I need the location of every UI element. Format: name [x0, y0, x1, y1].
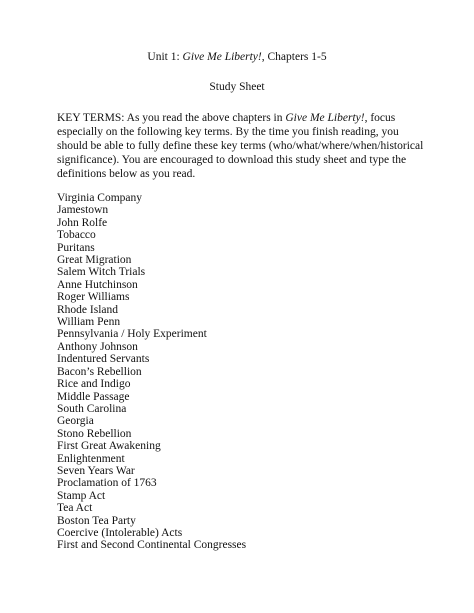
intro-part-2: , focus especially on the following key terms. By the time you finish reading, you should be able to fully define these key terms (who/what/where/when/historical significance). You are encouraged to download this study sheet and type the definitions below as you read.: [57, 112, 424, 180]
key-term: Anne Hutchinson: [57, 278, 138, 291]
title-prefix: Unit 1:: [147, 51, 183, 63]
intro-book-title: Give Me Liberty!: [285, 112, 365, 124]
key-term: Middle Passage: [57, 390, 130, 403]
key-term: Tobacco: [57, 229, 96, 242]
page-title: [0, 50, 474, 65]
key-term: Virginia Company: [57, 192, 143, 204]
key-term: Great Migration: [57, 254, 132, 267]
key-term: First Great Awakening: [57, 440, 161, 453]
title-book: Give Me Liberty!: [182, 51, 262, 63]
intro-paragraph: [57, 111, 429, 181]
key-term: Puritans: [57, 241, 95, 254]
key-term: Roger Williams: [57, 291, 130, 304]
key-term: First and Second Continental Congresses: [57, 539, 247, 552]
key-term: Proclamation of 1763: [57, 477, 157, 490]
key-terms-list: [57, 192, 246, 552]
key-term: Jamestown: [57, 204, 109, 217]
key-term: Stamp Act: [57, 489, 106, 502]
key-term: Coercive (Intolerable) Acts: [57, 526, 183, 539]
key-term: John Rolfe: [57, 216, 108, 229]
key-term: Seven Years War: [57, 464, 135, 477]
key-term: Stono Rebellion: [57, 427, 132, 440]
key-term: Rhode Island: [57, 303, 119, 316]
key-term: Indentured Servants: [57, 353, 150, 366]
key-term: Rice and Indigo: [57, 378, 131, 391]
key-term: Tea Act: [57, 502, 93, 515]
title-suffix: , Chapters 1-5: [261, 51, 327, 63]
key-term: Enlightenment: [57, 452, 125, 465]
key-term: Pennsylvania / Holy Experiment: [57, 328, 207, 341]
key-term: Georgia: [57, 415, 94, 428]
key-term: Anthony Johnson: [57, 340, 138, 353]
intro-part-1: KEY TERMS: As you read the above chapters in: [57, 112, 286, 124]
key-term: William Penn: [57, 316, 121, 329]
key-term: Salem Witch Trials: [57, 266, 146, 279]
key-term: South Carolina: [57, 402, 127, 415]
key-term: Bacon’s Rebellion: [57, 365, 142, 378]
page-subtitle: Study Sheet: [209, 81, 265, 93]
key-term: Boston Tea Party: [57, 514, 136, 527]
